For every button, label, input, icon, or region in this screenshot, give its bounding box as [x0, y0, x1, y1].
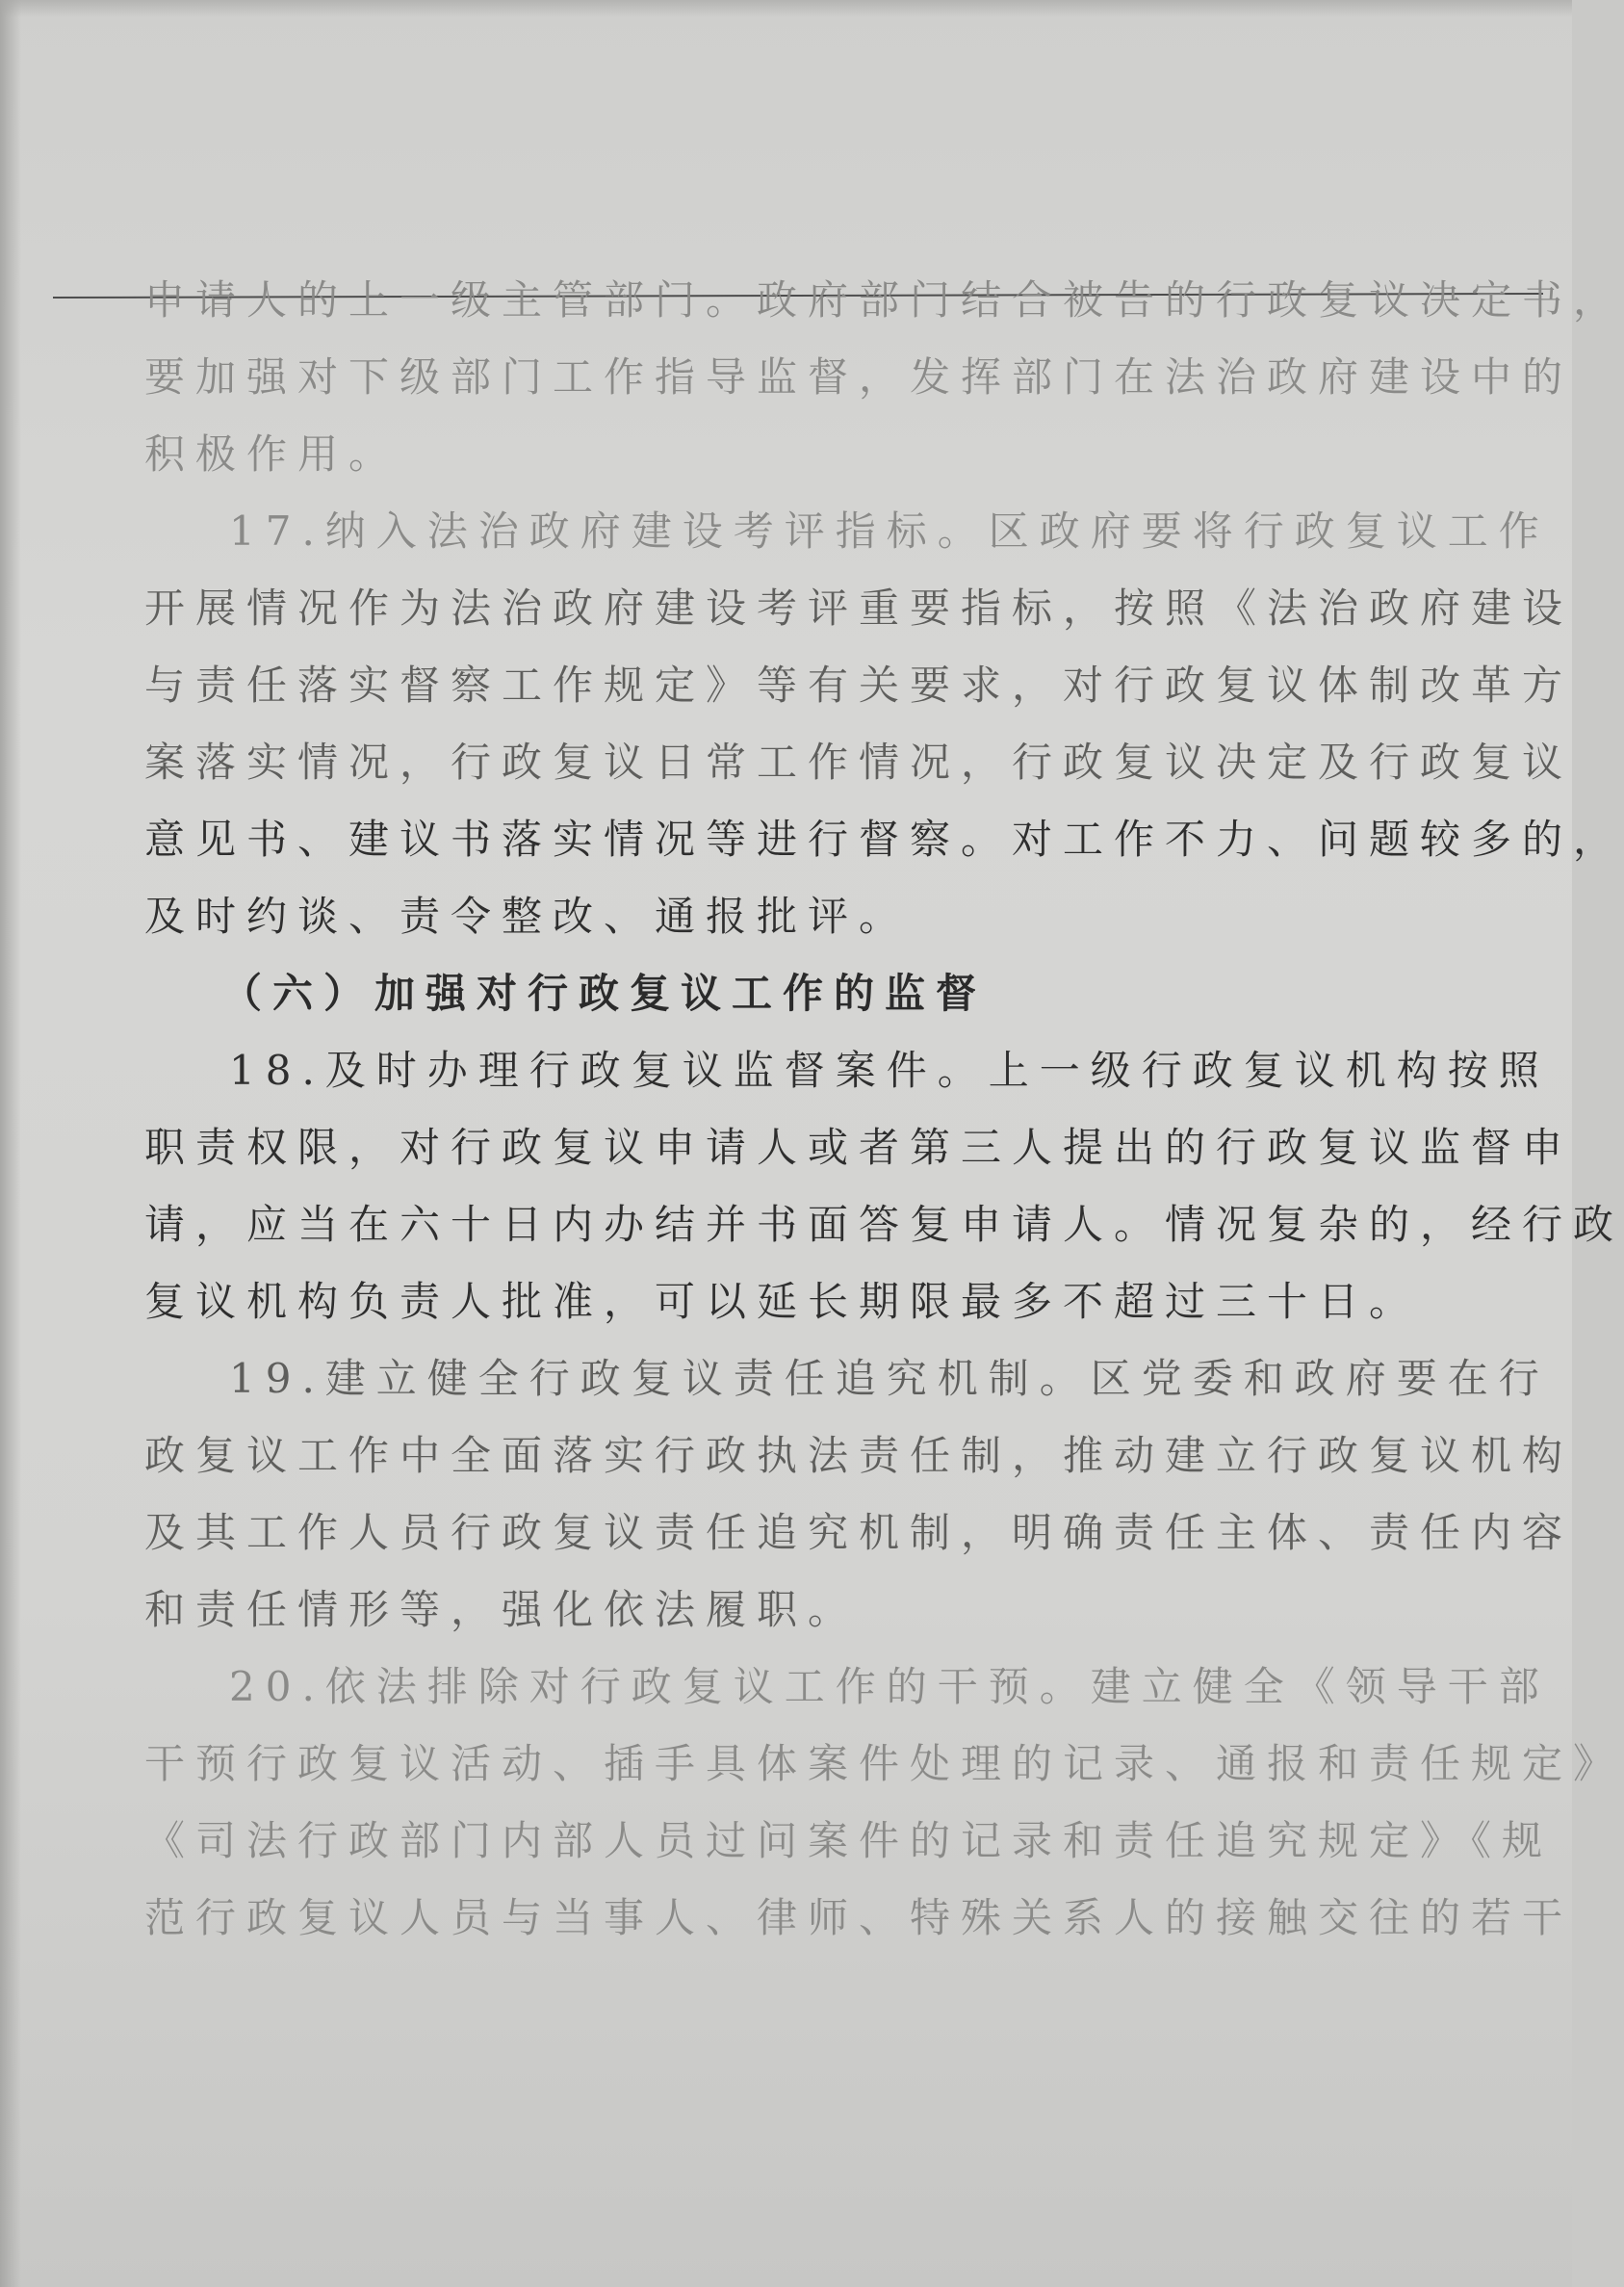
- text-line: 《司法行政部门内部人员过问案件的记录和责任追究规定》《规: [144, 1817, 1554, 1864]
- text-line: 复议机构负责人批准，可以延长期限最多不超过三十日。: [144, 1278, 1421, 1325]
- text-line: 与责任落实督察工作规定》等有关要求，对行政复议体制改革方: [144, 662, 1574, 709]
- paragraph-19-start: 19.建立健全行政复议责任追究机制。区党委和政府要在行: [229, 1355, 1550, 1402]
- text-line: 范行政复议人员与当事人、律师、特殊关系人的接触交往的若干: [144, 1894, 1574, 1941]
- paragraph-18-start: 18.及时办理行政复议监督案件。上一级行政复议机构按照: [229, 1047, 1550, 1094]
- document-body: [144, 262, 1624, 1957]
- text-line: 积极作用。: [144, 430, 400, 478]
- text-line: 干预行政复议活动、插手具体案件处理的记录、通报和责任规定》: [144, 1740, 1624, 1787]
- paragraph-17-start: 17.纳入法治政府建设考评指标。区政府要将行政复议工作: [229, 507, 1550, 555]
- text-line: 及时约谈、责令整改、通报批评。: [144, 893, 911, 940]
- text-line: 及其工作人员行政复议责任追究机制，明确责任主体、责任内容: [144, 1509, 1574, 1556]
- text-line: 请，应当在六十日内办结并书面答复申请人。情况复杂的，经行政: [144, 1201, 1624, 1248]
- text-line: 职责权限，对行政复议申请人或者第三人提出的行政复议监督申: [144, 1124, 1574, 1171]
- text-line: 案落实情况，行政复议日常工作情况，行政复议决定及行政复议: [144, 739, 1574, 786]
- section-heading: （六）加强对行政复议工作的监督: [221, 970, 988, 1017]
- paragraph-20-start: 20.依法排除对行政复议工作的干预。建立健全《领导干部: [229, 1663, 1550, 1710]
- text-line: 和责任情形等，强化依法履职。: [144, 1586, 860, 1633]
- scan-top-shadow: [0, 0, 1572, 17]
- text-line: 开展情况作为法治政府建设考评重要指标，按照《法治政府建设: [144, 585, 1574, 632]
- text-line: 要加强对下级部门工作指导监督，发挥部门在法治政府建设中的: [144, 353, 1574, 401]
- text-line: 申请人的上一级主管部门。政府部门结合被告的行政复议决定书，: [144, 276, 1624, 324]
- text-line: 政复议工作中全面落实行政执法责任制，推动建立行政复议机构: [144, 1432, 1574, 1479]
- text-line: 意见书、建议书落实情况等进行督察。对工作不力、问题较多的，: [144, 816, 1624, 863]
- scan-edge-shadow: [0, 0, 21, 2287]
